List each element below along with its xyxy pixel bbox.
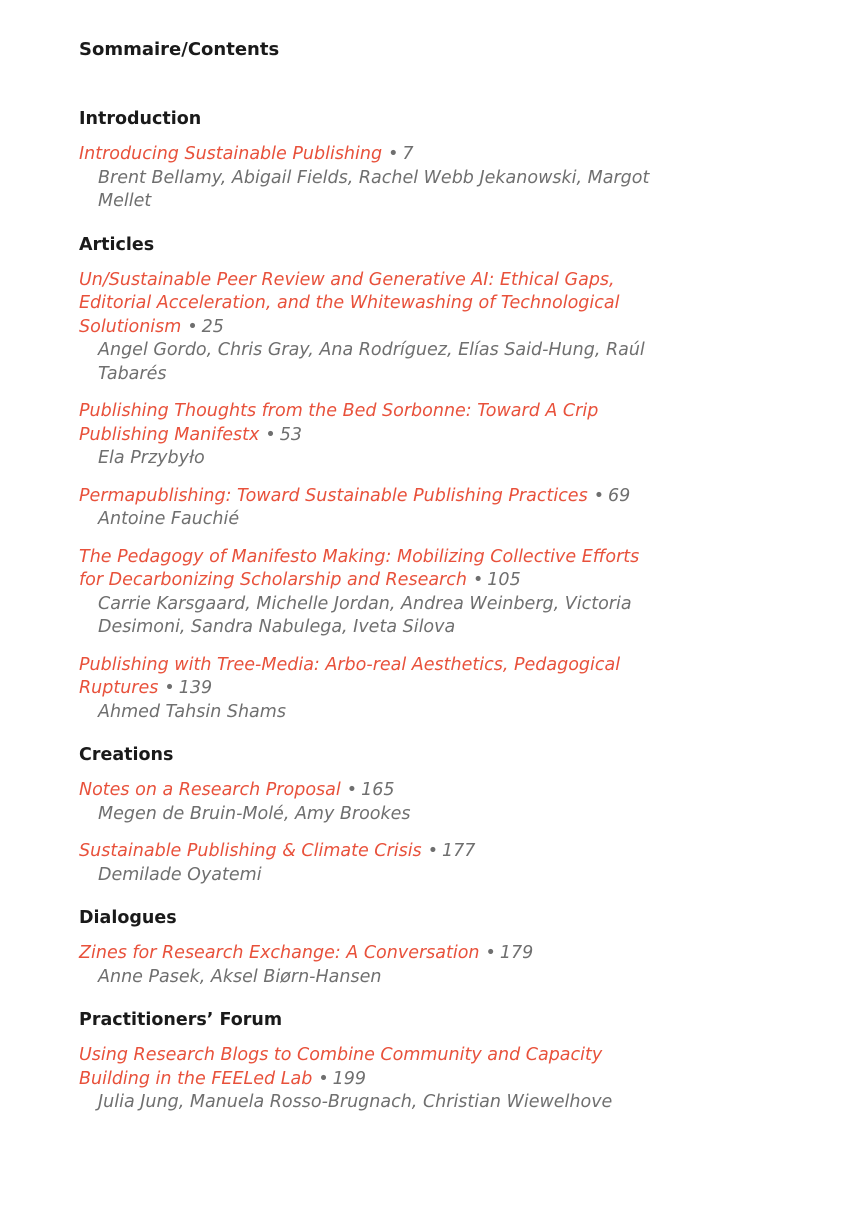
section-title: Creations	[79, 745, 174, 765]
authors: Brent Bellamy, Abigail Fields, Rachel Webb Jekanowski, Margot Mellet	[98, 167, 650, 211]
section-title: Articles	[79, 234, 155, 255]
toc-entry	[79, 546, 659, 640]
article-title-link[interactable]: Using Research Blogs to Combine Community and Capacity Building in the FEELed Lab	[79, 1045, 603, 1089]
article-title-link[interactable]: Notes on a Research Proposal	[79, 780, 341, 800]
toc-entry	[79, 269, 659, 387]
page-number: 179	[499, 943, 534, 963]
toc-entry	[79, 654, 659, 725]
authors: Demilade Oyatemi	[98, 864, 262, 885]
page-number: 165	[361, 780, 395, 800]
page-number: 105	[487, 570, 521, 590]
authors: Carrie Karsgaard, Michelle Jordan, Andrea Weinberg, Victoria Desimoni, Sandra Nabulega, Iveta Silova	[98, 593, 632, 637]
toc-entry	[79, 400, 659, 471]
authors: Ahmed Tahsin Shams	[98, 701, 286, 722]
article-title-link[interactable]: Permapublishing: Toward Sustainable Publishing Practices	[79, 485, 588, 506]
table-of-contents	[79, 38, 659, 1134]
article-title-link[interactable]: Sustainable Publishing & Climate Crisis	[79, 841, 422, 861]
toc-heading: Sommaire/Contents	[79, 39, 280, 60]
page-number: 199	[332, 1068, 367, 1089]
section-dialogues	[79, 906, 659, 989]
bullet-separator: •	[427, 841, 439, 861]
article-title-link[interactable]: Un/Sustainable Peer Review and Generative AI: Ethical Gaps, Editorial Acceleration, and the Whitewashing of Technological Solutionism	[79, 269, 620, 337]
article-title-link[interactable]: Introducing Sustainable Publishing	[79, 144, 383, 164]
section-creations	[79, 743, 659, 887]
section-title: Introduction	[79, 109, 202, 129]
authors: Anne Pasek, Aksel Biørn-Hansen	[98, 966, 382, 987]
bullet-separator: •	[593, 485, 605, 506]
bullet-separator: •	[318, 1068, 329, 1089]
article-title-link[interactable]: Publishing Thoughts from the Bed Sorbonne: Toward A Crip Publishing Manifestx	[79, 401, 599, 445]
bullet-separator: •	[265, 424, 276, 445]
section-title: Dialogues	[79, 908, 177, 928]
bullet-separator: •	[346, 780, 358, 800]
article-title-link[interactable]: Zines for Research Exchange: A Conversation	[79, 943, 480, 963]
page-number: 139	[178, 678, 213, 698]
section-title: Practitioners’ Forum	[79, 1010, 283, 1030]
bullet-separator: •	[388, 144, 399, 164]
bullet-separator: •	[164, 678, 175, 698]
page-number: 69	[608, 485, 631, 506]
authors: Megen de Bruin-Molé, Amy Brookes	[98, 803, 411, 824]
authors: Ela Przybyło	[98, 448, 205, 468]
page-number: 53	[279, 424, 302, 445]
article-title-link[interactable]: The Pedagogy of Manifesto Making: Mobilizing Collective Efforts for Decarbonizing Scholarship and Research	[79, 546, 640, 590]
bullet-separator: •	[187, 316, 198, 337]
authors: Julia Jung, Manuela Rosso-Brugnach, Christian Wiewelhove	[98, 1092, 613, 1112]
page-number: 177	[442, 841, 476, 861]
article-title-link[interactable]: Publishing with Tree-Media: Arbo-real Aesthetics, Pedagogical Ruptures	[79, 654, 621, 698]
toc-entry	[79, 485, 659, 532]
bullet-separator: •	[485, 943, 496, 963]
section-introduction	[79, 107, 659, 214]
page-number: 25	[201, 316, 224, 337]
toc-entry	[79, 942, 659, 989]
toc-entry	[79, 1044, 659, 1115]
bullet-separator: •	[472, 570, 484, 590]
toc-entry	[79, 840, 659, 887]
toc-entry	[79, 143, 659, 214]
section-articles	[79, 233, 659, 725]
page-number: 7	[402, 144, 414, 164]
authors: Angel Gordo, Chris Gray, Ana Rodríguez, Elías Said-Hung, Raúl Tabarés	[98, 340, 645, 384]
toc-entry	[79, 779, 659, 826]
section-practitioners-forum	[79, 1008, 659, 1115]
authors: Antoine Fauchié	[98, 509, 240, 529]
